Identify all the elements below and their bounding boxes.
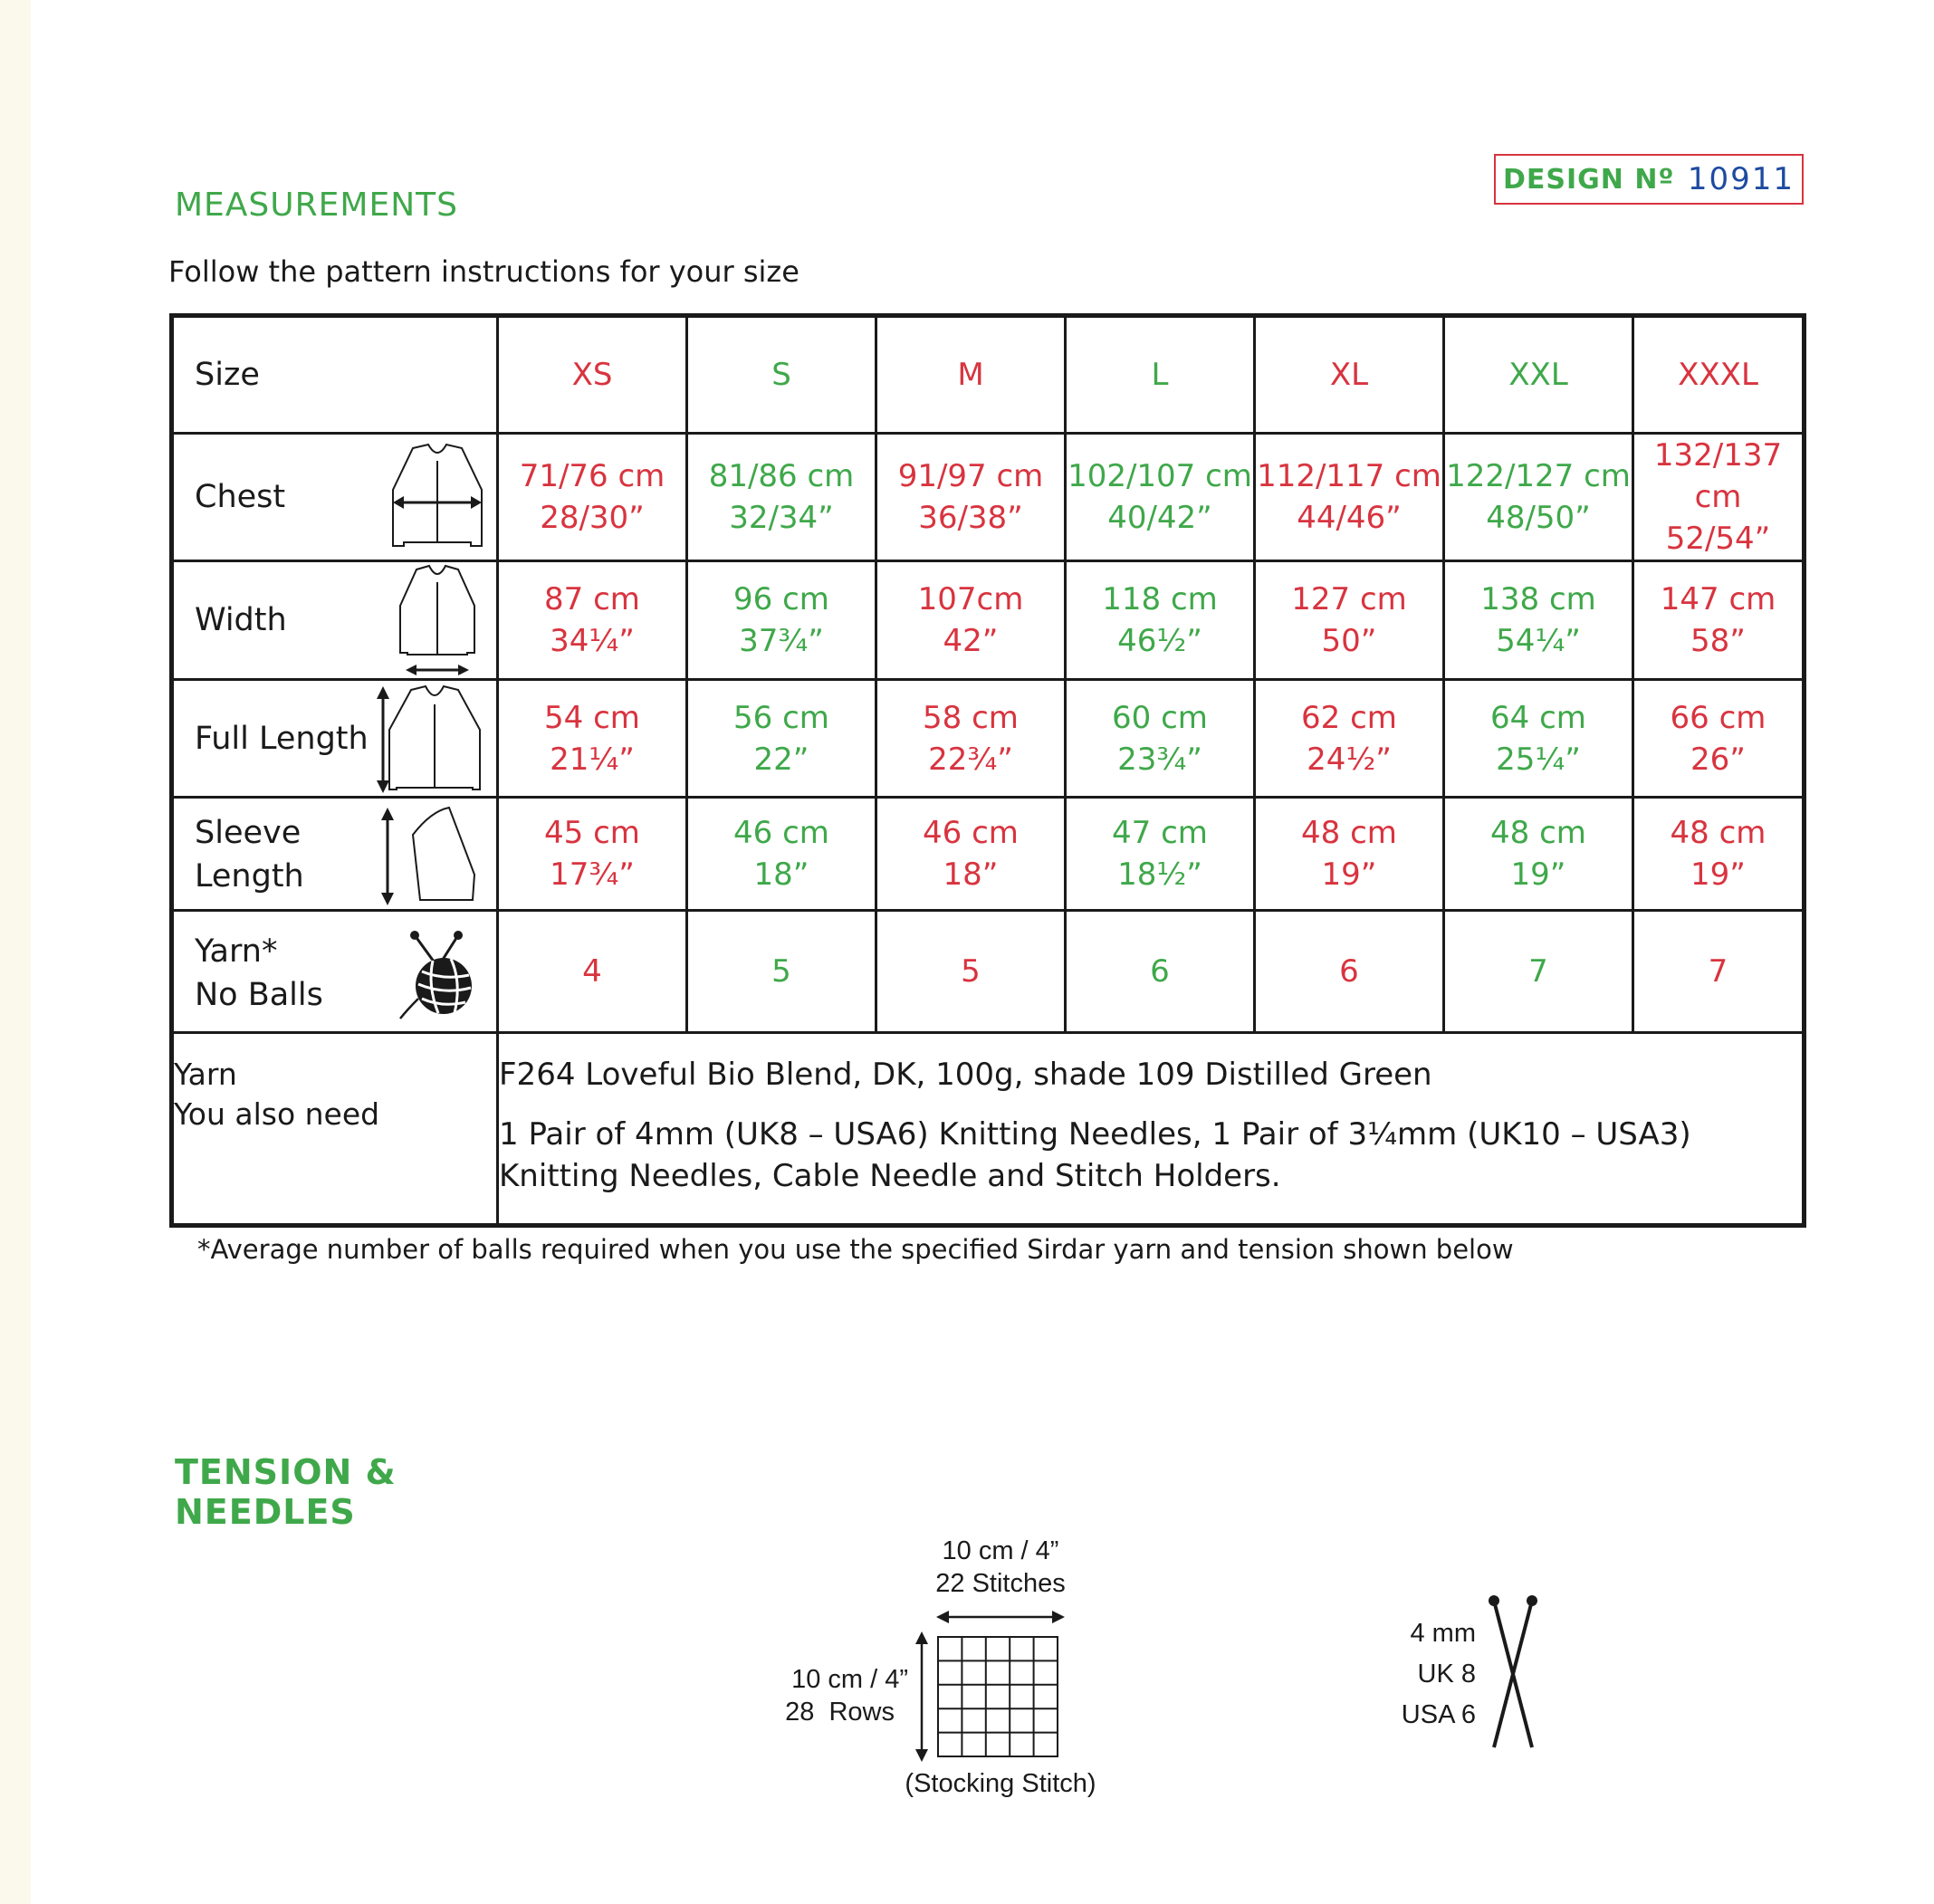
materials-detail-cell <box>498 1033 1805 1226</box>
yarn-label: Yarn <box>174 1057 237 1092</box>
sleeve-length-row <box>172 798 1805 911</box>
tension-height-measure: 10 cm / 4” <box>791 1665 908 1694</box>
needle-uk: UK 8 <box>1417 1660 1476 1689</box>
full-length-label-cell <box>172 680 498 798</box>
also-need-line: Knitting Needles, Cable Needle and Stitch Holders. <box>499 1158 1281 1194</box>
size-header: M <box>876 316 1066 434</box>
needle-usa: USA 6 <box>1401 1700 1476 1729</box>
measurements-table <box>169 313 1806 1228</box>
size-row <box>172 316 1805 434</box>
sleeve-length-value: 45 cm 17¾” <box>498 798 687 911</box>
yarn-balls-label-cell <box>172 911 498 1033</box>
width-value: 107cm 42” <box>876 561 1066 680</box>
needle-mm: 4 mm <box>1410 1619 1476 1648</box>
width-row <box>172 561 1805 680</box>
size-header: XS <box>498 316 687 434</box>
design-number-box <box>1494 154 1804 205</box>
full-length-value: 62 cm 24½” <box>1255 680 1444 798</box>
tension-stitch-type: (Stocking Stitch) <box>905 1769 1096 1798</box>
chest-value: 112/117 cm 44/46” <box>1255 434 1444 561</box>
sleeve-length-value: 46 cm 18” <box>876 798 1066 911</box>
intro-text: Follow the pattern instructions for your size <box>168 254 799 289</box>
yarn-balls-label: Yarn* No Balls <box>195 933 323 1013</box>
size-header: XL <box>1255 316 1444 434</box>
chest-value: 132/137 cm 52/54” <box>1633 434 1805 561</box>
measurements-heading: MEASUREMENTS <box>175 187 458 224</box>
full-length-value: 58 cm 22¾” <box>876 680 1066 798</box>
chest-value: 91/97 cm 36/38” <box>876 434 1066 561</box>
width-value: 118 cm 46½” <box>1066 561 1255 680</box>
also-need-line: 1 Pair of 4mm (UK8 – USA6) Knitting Needles, 1 Pair of 3¼mm (UK10 – USA3) <box>499 1116 1691 1153</box>
yarn-value: F264 Loveful Bio Blend, DK, 100g, shade 109 Distilled Green <box>499 1057 1432 1093</box>
yarn-balls-value: 7 <box>1444 911 1633 1033</box>
sleeve-length-value: 48 cm 19” <box>1444 798 1633 911</box>
width-value: 138 cm 54¼” <box>1444 561 1633 680</box>
yarn-balls-value: 5 <box>687 911 876 1033</box>
width-value: 96 cm 37¾” <box>687 561 876 680</box>
width-value: 87 cm 34¼” <box>498 561 687 680</box>
chest-label: Chest <box>195 478 286 515</box>
full-length-value: 60 cm 23¾” <box>1066 680 1255 798</box>
tension-square-icon <box>905 1603 1068 1765</box>
tension-rows: 28 Rows <box>785 1698 895 1727</box>
knitting-needles-icon <box>1483 1593 1543 1756</box>
tension-width-measure: 10 cm / 4” <box>942 1536 1059 1565</box>
yarn-balls-value: 6 <box>1255 911 1444 1033</box>
size-header: XXXL <box>1633 316 1805 434</box>
full-length-value: 66 cm 26” <box>1633 680 1805 798</box>
sleeve-length-value: 47 cm 18½” <box>1066 798 1255 911</box>
also-need-label: You also need <box>174 1096 380 1132</box>
full-length-value: 54 cm 21¼” <box>498 680 687 798</box>
size-header: S <box>687 316 876 434</box>
width-measure-icon <box>395 564 480 680</box>
sleeve-length-value: 48 cm 19” <box>1255 798 1444 911</box>
size-label: Size <box>195 357 260 393</box>
yarn-balls-value: 5 <box>876 911 1066 1033</box>
size-header: L <box>1066 316 1255 434</box>
tension-stitches: 22 Stitches <box>935 1569 1066 1598</box>
full-length-measure-icon <box>371 684 489 795</box>
size-label-cell <box>172 316 498 434</box>
full-length-value: 56 cm 22” <box>687 680 876 798</box>
footnote: *Average number of balls required when you use the specified Sirdar yarn and tension shown below <box>197 1234 1514 1265</box>
sleeve-length-label-cell <box>172 798 498 911</box>
full-length-label: Full Length <box>195 720 369 757</box>
design-number: 10911 <box>1687 161 1795 197</box>
chest-label-cell <box>172 434 498 561</box>
size-header: XXL <box>1444 316 1633 434</box>
design-label: DESIGN Nº <box>1503 163 1675 196</box>
yarn-balls-row <box>172 911 1805 1033</box>
chest-value: 122/127 cm 48/50” <box>1444 434 1633 561</box>
yarn-balls-value: 4 <box>498 911 687 1033</box>
yarn-balls-value: 7 <box>1633 911 1805 1033</box>
width-label: Width <box>195 601 287 638</box>
full-length-row <box>172 680 1805 798</box>
yarn-balls-value: 6 <box>1066 911 1255 1033</box>
full-length-value: 64 cm 25¼” <box>1444 680 1633 798</box>
materials-label-cell <box>172 1033 498 1226</box>
width-label-cell <box>172 561 498 680</box>
chest-value: 81/86 cm 32/34” <box>687 434 876 561</box>
chest-value: 102/107 cm 40/42” <box>1066 434 1255 561</box>
sleeve-length-value: 48 cm 19” <box>1633 798 1805 911</box>
chest-measure-icon <box>388 441 487 554</box>
width-value: 147 cm 58” <box>1633 561 1805 680</box>
sleeve-length-value: 46 cm 18” <box>687 798 876 911</box>
yarn-ball-icon <box>397 930 484 1020</box>
sleeve-length-label: Sleeve Length <box>195 814 304 895</box>
tension-needles-heading: TENSION & NEEDLES <box>175 1452 397 1532</box>
materials-row <box>172 1033 1805 1226</box>
sleeve-measure-icon <box>375 806 484 907</box>
chest-value: 71/76 cm 28/30” <box>498 434 687 561</box>
chest-row <box>172 434 1805 561</box>
width-value: 127 cm 50” <box>1255 561 1444 680</box>
page-margin-strip <box>0 0 31 1904</box>
